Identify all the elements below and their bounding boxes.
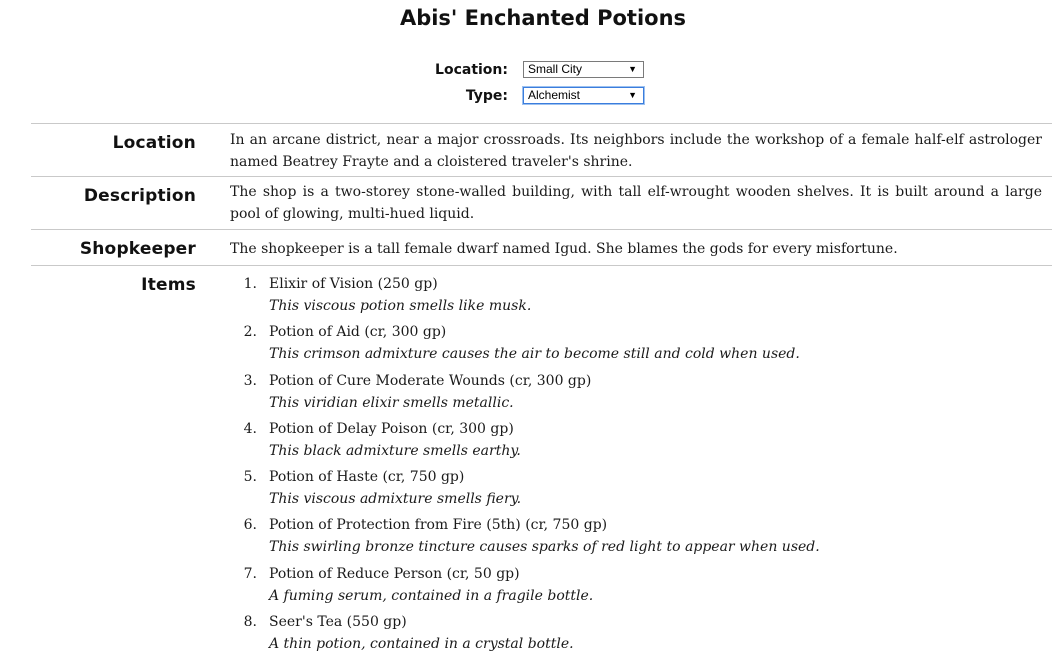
item-description: A fuming serum, contained in a fragile bottle. (269, 587, 594, 604)
chevron-down-icon: ▼ (628, 64, 637, 74)
items-heading: Items (141, 275, 196, 295)
page-title: Abis' Enchanted Potions (399, 6, 687, 30)
item-description: This crimson admixture causes the air to become still and cold when used. (269, 346, 800, 363)
item-name: Potion of Delay Poison (cr, 300 gp) (269, 420, 514, 437)
item-description: This viscous potion smells like musk. (269, 298, 532, 314)
info-row-location (31, 124, 1052, 177)
list-item (241, 321, 820, 369)
item-number: 3. (243, 372, 257, 389)
location-heading: Location (112, 133, 196, 153)
item-number: 5. (243, 469, 257, 486)
item-number: 4. (243, 420, 257, 437)
info-row-items (31, 266, 1052, 665)
location-select-label: Location: (435, 62, 508, 78)
type-select-value: Alchemist (528, 88, 581, 102)
list-item (241, 273, 820, 321)
chevron-down-icon: ▼ (628, 90, 637, 100)
info-row-description (31, 177, 1052, 230)
item-name: Elixir of Vision (250 gp) (269, 276, 438, 292)
item-number: 6. (243, 517, 257, 534)
item-name: Seer's Tea (550 gp) (269, 614, 407, 631)
item-name: Potion of Aid (cr, 300 gp) (269, 324, 447, 341)
type-control-row (0, 86, 1052, 106)
item-description: This black admixture smells earthy. (269, 442, 521, 459)
location-select[interactable] (523, 61, 644, 78)
type-select[interactable] (523, 87, 644, 104)
item-description: A thin potion, contained in a crystal bottle. (269, 636, 574, 653)
item-description: This swirling bronze tincture causes sparks of red light to appear when used. (269, 539, 820, 556)
list-item (241, 466, 820, 514)
item-name: Potion of Protection from Fire (5th) (cr, 750 gp) (269, 517, 608, 534)
list-item (241, 370, 820, 418)
list-item (241, 611, 820, 659)
item-description: This viscous admixture smells fiery. (269, 491, 522, 508)
item-number: 8. (243, 614, 257, 631)
description-text: The shop is a two-storey stone-walled building, with tall elf-wrought wooden shelves. It is built around a large pool of glowing, multi-hued liquid. (230, 184, 1042, 222)
item-name: Potion of Haste (cr, 750 gp) (269, 469, 465, 486)
shopkeeper-heading: Shopkeeper (79, 239, 196, 259)
type-select-label: Type: (465, 88, 508, 104)
list-item (241, 418, 820, 466)
location-text: In an arcane district, near a major crossroads. Its neighbors include the workshop of a female half-elf astrologer named Beatrey Frayte and a cloistered traveler's shrine. (230, 132, 1042, 170)
item-number: 2. (243, 324, 257, 341)
item-name: Potion of Reduce Person (cr, 50 gp) (269, 565, 520, 582)
location-control-row (0, 60, 1052, 80)
info-row-shopkeeper (31, 230, 1052, 266)
item-number: 7. (243, 565, 257, 582)
list-item (241, 514, 820, 562)
description-heading: Description (83, 186, 196, 206)
item-number: 1. (243, 276, 257, 292)
item-description: This viridian elixir smells metallic. (269, 394, 514, 411)
shop-info-table (31, 123, 1052, 665)
shopkeeper-text: The shopkeeper is a tall female dwarf named Igud. She blames the gods for every misfortune. (230, 241, 898, 257)
location-select-value: Small City (528, 62, 583, 76)
items-list (241, 273, 820, 659)
item-name: Potion of Cure Moderate Wounds (cr, 300 gp) (269, 372, 592, 389)
list-item (241, 563, 820, 611)
